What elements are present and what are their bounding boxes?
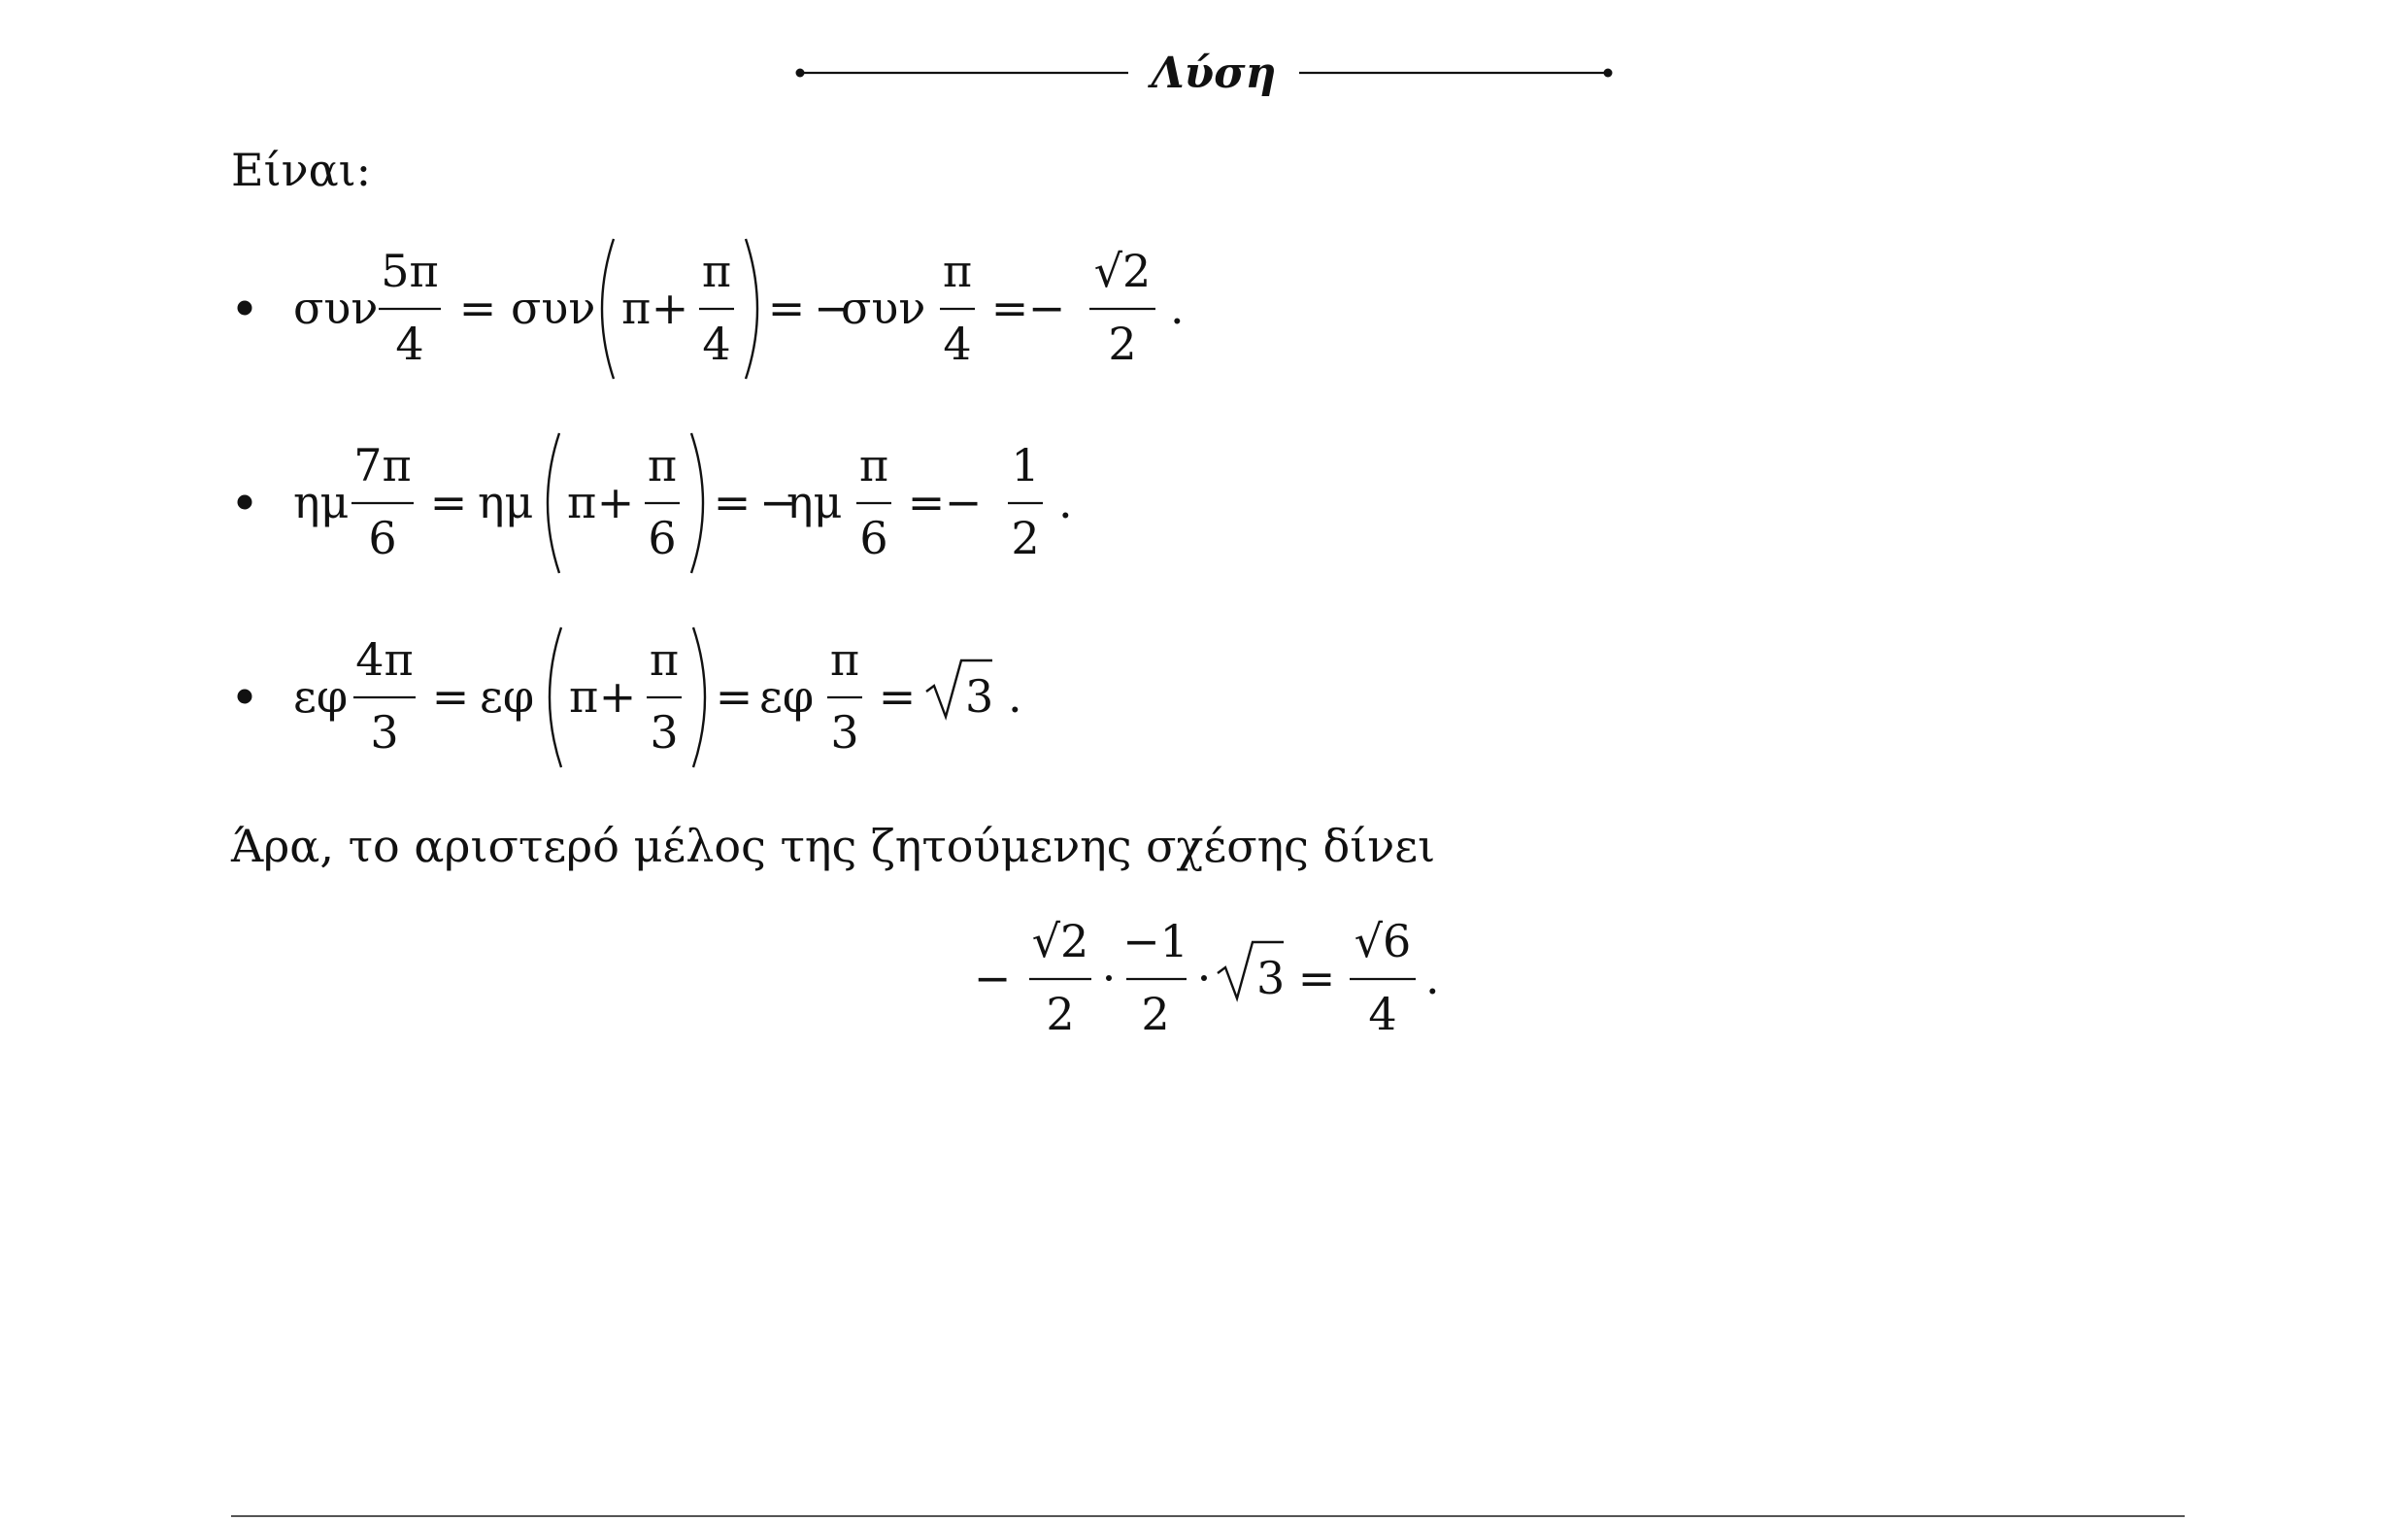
result-denominator: 2 bbox=[1108, 318, 1137, 370]
paren-frac-denominator: 3 bbox=[650, 706, 679, 759]
paren-frac-numerator: π bbox=[647, 439, 678, 491]
minus-sign: − bbox=[1027, 282, 1066, 334]
equals-sign: = bbox=[767, 282, 806, 334]
factor-2-denominator: 2 bbox=[1141, 988, 1170, 1040]
minus-sign: − bbox=[814, 282, 852, 334]
reduced-denominator: 3 bbox=[830, 706, 859, 759]
reduced-denominator: 4 bbox=[943, 318, 972, 370]
period: . bbox=[1008, 670, 1022, 723]
reduced-numerator: π bbox=[942, 245, 973, 297]
plus-sign: + bbox=[598, 670, 637, 723]
bullet-dot bbox=[238, 495, 252, 510]
paren-frac-denominator: 6 bbox=[648, 512, 677, 564]
right-paren bbox=[691, 433, 703, 573]
arg-numerator: 5π bbox=[381, 245, 439, 297]
bullet-item-tan bbox=[223, 612, 1291, 777]
equals-sign: = bbox=[715, 670, 753, 723]
final-equation bbox=[971, 894, 1515, 1059]
equals-sign: = bbox=[878, 670, 917, 723]
heading-ornament bbox=[796, 39, 1631, 107]
minus-sign: − bbox=[944, 476, 983, 528]
arg-numerator: 7π bbox=[353, 439, 412, 491]
factor-2-numerator: −1 bbox=[1122, 915, 1188, 967]
pi-symbol: π bbox=[569, 670, 599, 723]
equals-sign: = bbox=[990, 282, 1029, 334]
fn-name: εφ bbox=[480, 670, 535, 723]
result-denominator: 2 bbox=[1011, 512, 1040, 564]
radicand: 3 bbox=[1256, 952, 1286, 1004]
solution-heading bbox=[796, 39, 1631, 107]
paren-frac-denominator: 4 bbox=[702, 318, 731, 370]
fn-name: συν bbox=[841, 282, 926, 334]
left-paren bbox=[602, 239, 614, 379]
pi-symbol: π bbox=[567, 476, 597, 528]
plus-sign: + bbox=[651, 282, 689, 334]
factor-1-numerator: √2 bbox=[1031, 915, 1089, 967]
reduced-numerator: π bbox=[858, 439, 889, 491]
right-paren bbox=[746, 239, 757, 379]
right-dot bbox=[1604, 69, 1613, 78]
left-paren bbox=[548, 433, 559, 573]
period: . bbox=[1058, 476, 1073, 528]
result-denominator: 4 bbox=[1368, 988, 1397, 1040]
equals-sign: = bbox=[713, 476, 752, 528]
result-numerator: √6 bbox=[1354, 915, 1412, 967]
fn-name: εφ bbox=[293, 670, 349, 723]
plus-sign: + bbox=[596, 476, 635, 528]
arg-numerator: 4π bbox=[355, 633, 414, 686]
arg-denominator: 6 bbox=[368, 512, 397, 564]
arg-denominator: 3 bbox=[370, 706, 399, 759]
fn-name: ημ bbox=[786, 476, 843, 528]
factor-1-denominator: 2 bbox=[1046, 988, 1075, 1040]
right-paren bbox=[693, 627, 705, 767]
minus-sign: − bbox=[973, 952, 1012, 1004]
result-numerator: 1 bbox=[1011, 439, 1040, 491]
reduced-numerator: π bbox=[829, 633, 860, 686]
result-numerator: √2 bbox=[1093, 245, 1152, 297]
equals-sign: = bbox=[429, 476, 468, 528]
paren-frac-numerator: π bbox=[649, 633, 680, 686]
bullet-dot bbox=[238, 690, 252, 704]
bottom-rule bbox=[231, 1515, 2185, 1517]
reduced-denominator: 6 bbox=[859, 512, 888, 564]
period: . bbox=[1425, 952, 1440, 1004]
equals-sign: = bbox=[458, 282, 497, 334]
heading-title: Λύση bbox=[1151, 49, 1277, 98]
intro-text: Είναι: bbox=[231, 144, 372, 196]
bullet-item-cos bbox=[223, 223, 1291, 389]
period: . bbox=[1170, 282, 1185, 334]
paren-frac-numerator: π bbox=[701, 245, 732, 297]
fn-name: ημ bbox=[293, 476, 350, 528]
fn-name: ημ bbox=[478, 476, 534, 528]
bullet-dot bbox=[238, 301, 252, 316]
fn-name: συν bbox=[293, 282, 379, 334]
bullet-item-sin bbox=[223, 418, 1291, 583]
multiplication-dot bbox=[1106, 975, 1112, 981]
pi-symbol: π bbox=[621, 282, 652, 334]
multiplication-dot bbox=[1201, 975, 1207, 981]
radicand: 3 bbox=[965, 670, 994, 723]
equals-sign: = bbox=[431, 670, 470, 723]
left-paren bbox=[550, 627, 561, 767]
equals-sign: = bbox=[1297, 952, 1336, 1004]
arg-denominator: 4 bbox=[395, 318, 424, 370]
fn-name: εφ bbox=[759, 670, 815, 723]
conclusion-text: Άρα, το αριστερό μέλος της ζητούμενης σχέσης δίνει bbox=[231, 820, 1436, 872]
fn-name: συν bbox=[511, 282, 596, 334]
minus-sign: − bbox=[759, 476, 797, 528]
equals-sign: = bbox=[907, 476, 946, 528]
